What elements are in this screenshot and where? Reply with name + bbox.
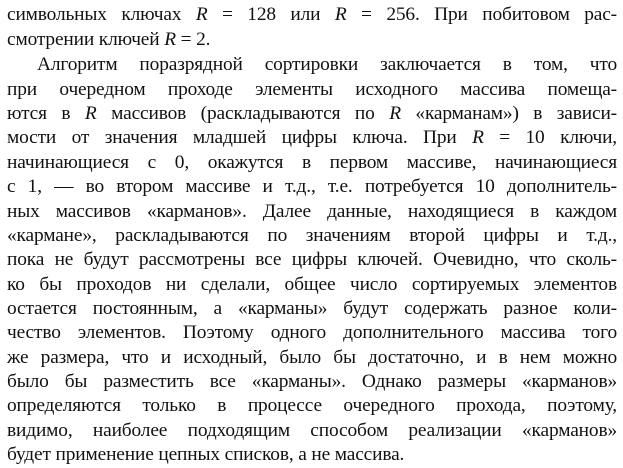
text-segment: Алгоритм поразрядной сортировки заключается в том, что [37,54,617,75]
text-segment: с 1, — во втором массиве и т.д., т.е. потребуется 10 дополнитель- [7,176,617,197]
text-segment: символьных ключах [7,4,196,25]
text-line-4 [7,77,617,103]
text-segment: = 10 ключи, [483,127,617,148]
text-line-10 [7,223,617,249]
text-line-8 [7,174,617,200]
math-variable: R [389,103,401,124]
text-line-13 [7,296,617,322]
text-line-3 [37,52,617,78]
text-segment: пока не будут рассмотрены все цифры ключей. Очевидно, что сколь- [7,249,617,270]
text-segment: будет применение цепных списков, а не массива. [7,444,405,465]
text-segment: же размера, что и исходный, было бы достаточно, и в нем можно [7,347,617,368]
text-line-9 [7,199,617,225]
text-segment: мости от значения младшей цифры ключа. При [7,127,473,148]
text-segment: ных массивов «карманов». Далее данные, находящиеся в каждом [7,201,617,222]
text-line-2 [7,27,210,53]
text-segment: = 256. При побитовом рас- [346,4,617,25]
text-line-17 [7,393,617,419]
text-line-12 [7,272,617,298]
math-variable: R [334,4,347,25]
text-line-6 [7,125,617,151]
text-segment: ются в [7,103,85,124]
math-variable: R [84,103,97,124]
text-line-14 [7,320,617,346]
text-segment: ко бы проходов ни сделали, общее число сортируемых элементов [7,274,617,295]
text-line-16 [7,369,617,395]
text-line-15 [7,345,617,371]
math-variable: R [195,4,208,25]
text-segment: было бы разместить все «карманы». Однако размеры «карманов» [7,371,617,392]
text-line-11 [7,247,617,273]
text-segment: массивов (раскладываются по [96,103,390,124]
text-segment: остается постоянным, а «карманы» будут содержать разное коли- [7,298,617,319]
text-line-7 [7,150,617,176]
text-segment: при очередном проходе элементы исходного массива помеща- [7,79,617,100]
text-segment: «карманам») в зависи- [400,103,617,124]
text-segment: = 128 или [207,4,335,25]
text-line-19 [7,442,404,468]
math-variable: R [472,127,484,148]
math-variable: R [164,29,176,50]
text-segment: чество элементов. Поэтому одного дополнительного массива того [7,322,617,343]
text-segment: видимо, наиболее подходящим способом реализации «карманов» [7,420,617,441]
text-line-5 [7,101,617,127]
text-segment: определяются только в процессе очередного прохода, поэтому, [7,395,617,416]
text-segment: начинающиеся с 0, окажутся в первом массиве, начинающиеся [7,152,617,173]
text-segment: «кармане», раскладываются по значениям второй цифры и т.д., [7,225,617,246]
text-segment: смотрении ключей [7,29,165,50]
text-segment: = 2. [175,29,211,50]
text-line-18 [7,418,617,444]
text-line-1 [7,2,617,28]
